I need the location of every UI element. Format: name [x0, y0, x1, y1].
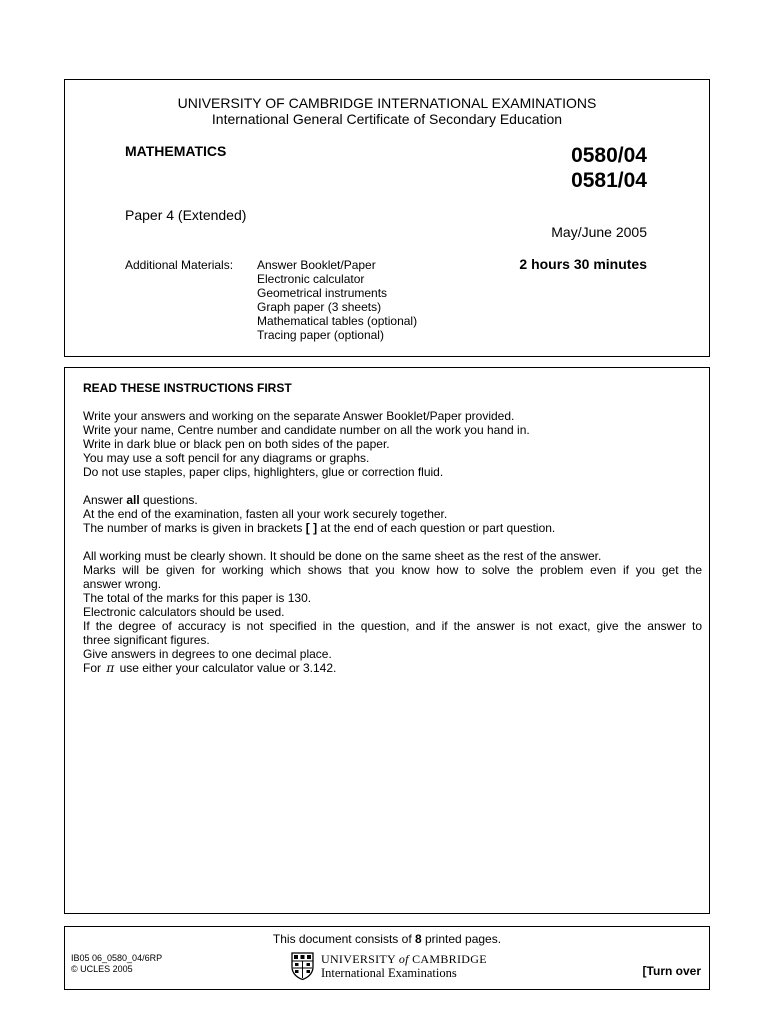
marks-working-line-2: answer wrong. — [83, 577, 162, 591]
answer-all-post: questions. — [139, 493, 198, 507]
fasten-line: At the end of the examination, fasten all your work securely together. — [83, 507, 448, 521]
logo-university: UNIVERSITY — [321, 952, 396, 966]
answer-all-emphasis: all — [126, 493, 140, 507]
instruction-line: Write your answers and working on the separate Answer Booklet/Paper provided. — [83, 409, 515, 423]
cover-header-box — [64, 79, 710, 357]
instruction-line: Write in dark blue or black pen on both sides of the paper. — [83, 437, 390, 451]
document-reference: IB05 06_0580_04/6RP — [71, 953, 163, 963]
instruction-line: You may use a soft pencil for any diagrams or graphs. — [83, 451, 370, 465]
page-count — [65, 932, 709, 946]
marks-brackets-line — [83, 521, 555, 535]
total-marks-line: The total of the marks for this paper is 130. — [83, 591, 312, 605]
cambridge-crest-icon — [291, 952, 314, 980]
syllabus-code-1: 0580/04 — [571, 144, 647, 167]
materials-item: Answer Booklet/Paper — [257, 258, 376, 272]
pi-line — [83, 661, 336, 675]
page-count-number: 8 — [414, 932, 422, 946]
pi-post: use either your calculator value or 3.142. — [116, 661, 337, 675]
subject-title: MATHEMATICS — [125, 143, 227, 159]
calculators-line: Electronic calculators should be used. — [83, 605, 285, 619]
materials-item: Electronic calculator — [257, 272, 365, 286]
materials-item: Mathematical tables (optional) — [257, 314, 418, 328]
instruction-line: Write your name, Centre number and candidate number on all the work you hand in. — [83, 423, 530, 437]
cambridge-logo-line-1 — [321, 952, 487, 967]
materials-item: Tracing paper (optional) — [257, 328, 384, 342]
paper-title: Paper 4 (Extended) — [125, 207, 247, 223]
org-name: UNIVERSITY OF CAMBRIDGE INTERNATIONAL EXAMINATIONS — [177, 95, 597, 111]
syllabus-code-2: 0581/04 — [571, 169, 647, 192]
copyright-notice: © UCLES 2005 — [71, 964, 133, 974]
logo-of: of — [398, 952, 409, 966]
materials-item: Geometrical instruments — [257, 286, 388, 300]
pi-symbol: π — [106, 661, 115, 675]
degrees-line: Give answers in degrees to one decimal place. — [83, 647, 332, 661]
working-line: All working must be clearly shown. It should be done on the same sheet as the rest of the answer. — [83, 549, 602, 563]
exam-duration: 2 hours 30 minutes — [519, 256, 647, 272]
marks-brackets: [ ] — [305, 521, 318, 535]
instructions-title: READ THESE INSTRUCTIONS FIRST — [83, 381, 292, 395]
materials-item: Graph paper (3 sheets) — [257, 300, 382, 314]
turn-over-label: [Turn over — [642, 964, 701, 978]
materials-label: Additional Materials: — [125, 258, 234, 272]
certificate-name: International General Certificate of Secondary Education — [211, 111, 563, 127]
cambridge-logo-line-2: International Examinations — [321, 966, 457, 980]
pi-pre: For — [83, 661, 105, 675]
page-count-post: printed pages. — [421, 932, 502, 946]
footer-box — [64, 926, 710, 990]
marks-post: at the end of each question or part question. — [317, 521, 556, 535]
page-count-pre: This document consists of — [272, 932, 415, 946]
marks-pre: The number of marks is given in brackets — [83, 521, 306, 535]
instructions-box — [64, 367, 710, 914]
answer-all-pre: Answer — [83, 493, 127, 507]
logo-cambridge: CAMBRIDGE — [412, 952, 487, 966]
answer-all-line — [83, 493, 198, 507]
instruction-line: Do not use staples, paper clips, highlighters, glue or correction fluid. — [83, 465, 444, 479]
marks-working-line-1: Marks will be given for working which shows that you know how to solve the problem even if you get the — [83, 563, 702, 577]
materials-list — [257, 258, 417, 342]
accuracy-line-2: three significant figures. — [83, 633, 210, 647]
accuracy-line-1: If the degree of accuracy is not specified in the question, and if the answer is not exact, give the answer to — [83, 619, 702, 633]
exam-session: May/June 2005 — [551, 224, 647, 240]
